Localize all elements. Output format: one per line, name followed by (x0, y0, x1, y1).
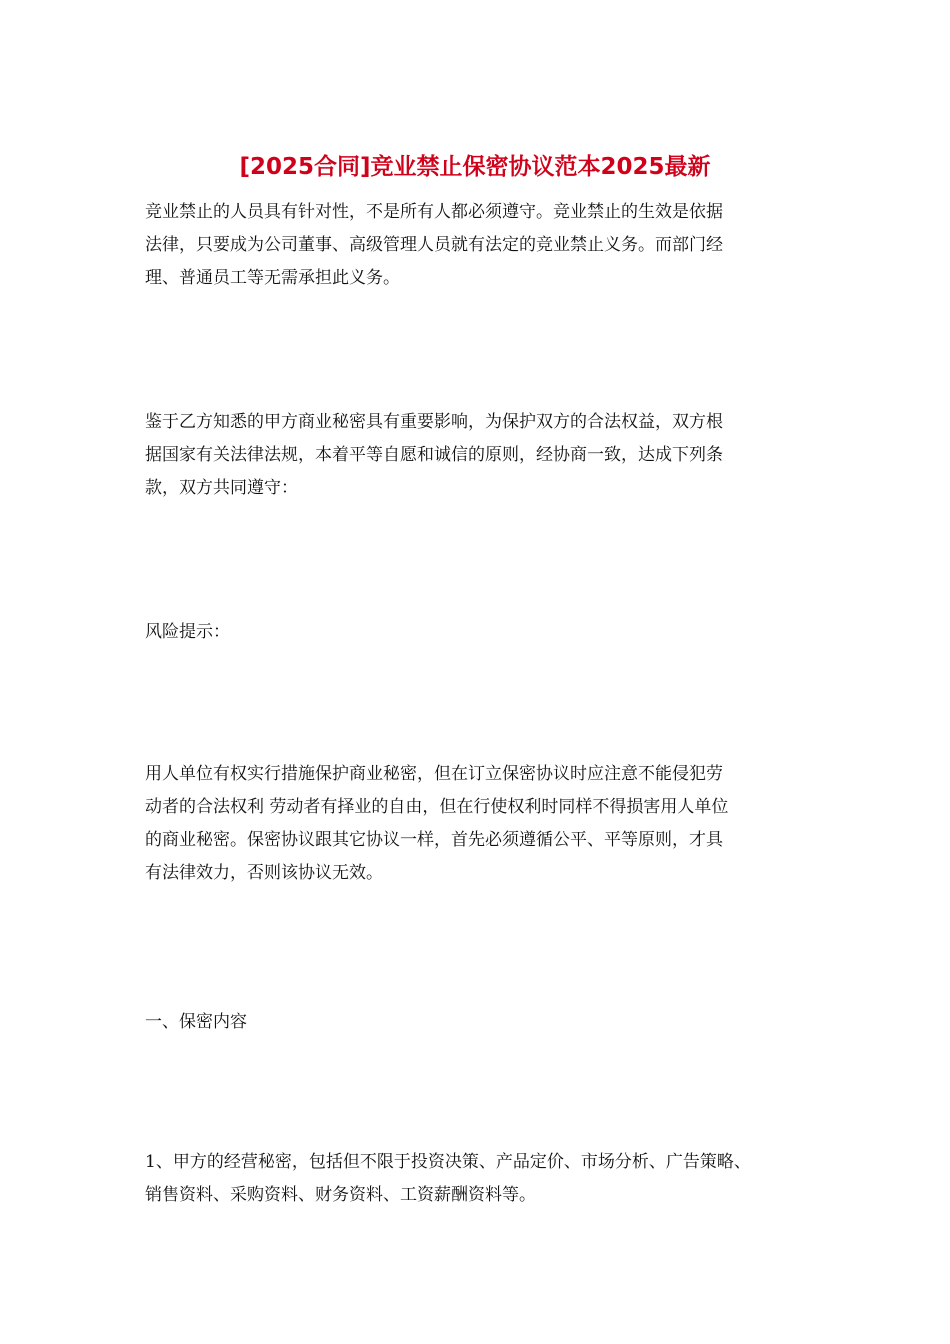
paragraph-risk-body (145, 758, 815, 890)
paragraph-line: 款，双方共同遵守： (145, 478, 298, 498)
document-title: [2025合同]竞业禁止保密协议范本2025最新 (239, 154, 711, 180)
paragraph-line: 的商业秘密。保密协议跟其它协议一样，首先必须遵循公平、平等原则，才具 (145, 830, 723, 850)
paragraph-intro (145, 196, 815, 295)
paragraph-item-1 (145, 1146, 815, 1212)
paragraph-line: 理、普通员工等无需承担此义务。 (145, 268, 400, 288)
paragraph-line: 销售资料、采购资料、财务资料、工资薪酬资料等。 (145, 1185, 536, 1205)
paragraph-line: 一、保密内容 (145, 1012, 247, 1032)
paragraph-line: 竞业禁止的人员具有针对性，不是所有人都必须遵守。竞业禁止的生效是依据 (145, 202, 723, 222)
paragraph-line: 用人单位有权实行措施保护商业秘密，但在订立保密协议时应注意不能侵犯劳 (145, 764, 723, 784)
section-heading-confidential-content (145, 1006, 815, 1039)
paragraph-line: 据国家有关法律法规，本着平等自愿和诚信的原则，经协商一致，达成下列条 (145, 445, 723, 465)
paragraph-line: 法律，只要成为公司董事、高级管理人员就有法定的竞业禁止义务。而部门经 (145, 235, 723, 255)
paragraph-line: 风险提示： (145, 622, 230, 642)
paragraph-preamble (145, 406, 815, 505)
paragraph-line: 1、甲方的经营秘密，包括但不限于投资决策、产品定价、市场分析、广告策略、 (145, 1152, 751, 1172)
paragraph-line: 鉴于乙方知悉的甲方商业秘密具有重要影响，为保护双方的合法权益，双方根 (145, 412, 723, 432)
paragraph-line: 有法律效力，否则该协议无效。 (145, 863, 383, 883)
paragraph-risk-heading (145, 616, 815, 649)
paragraph-line: 动者的合法权利 劳动者有择业的自由，但在行使权利时同样不得损害用人单位 (145, 797, 729, 817)
